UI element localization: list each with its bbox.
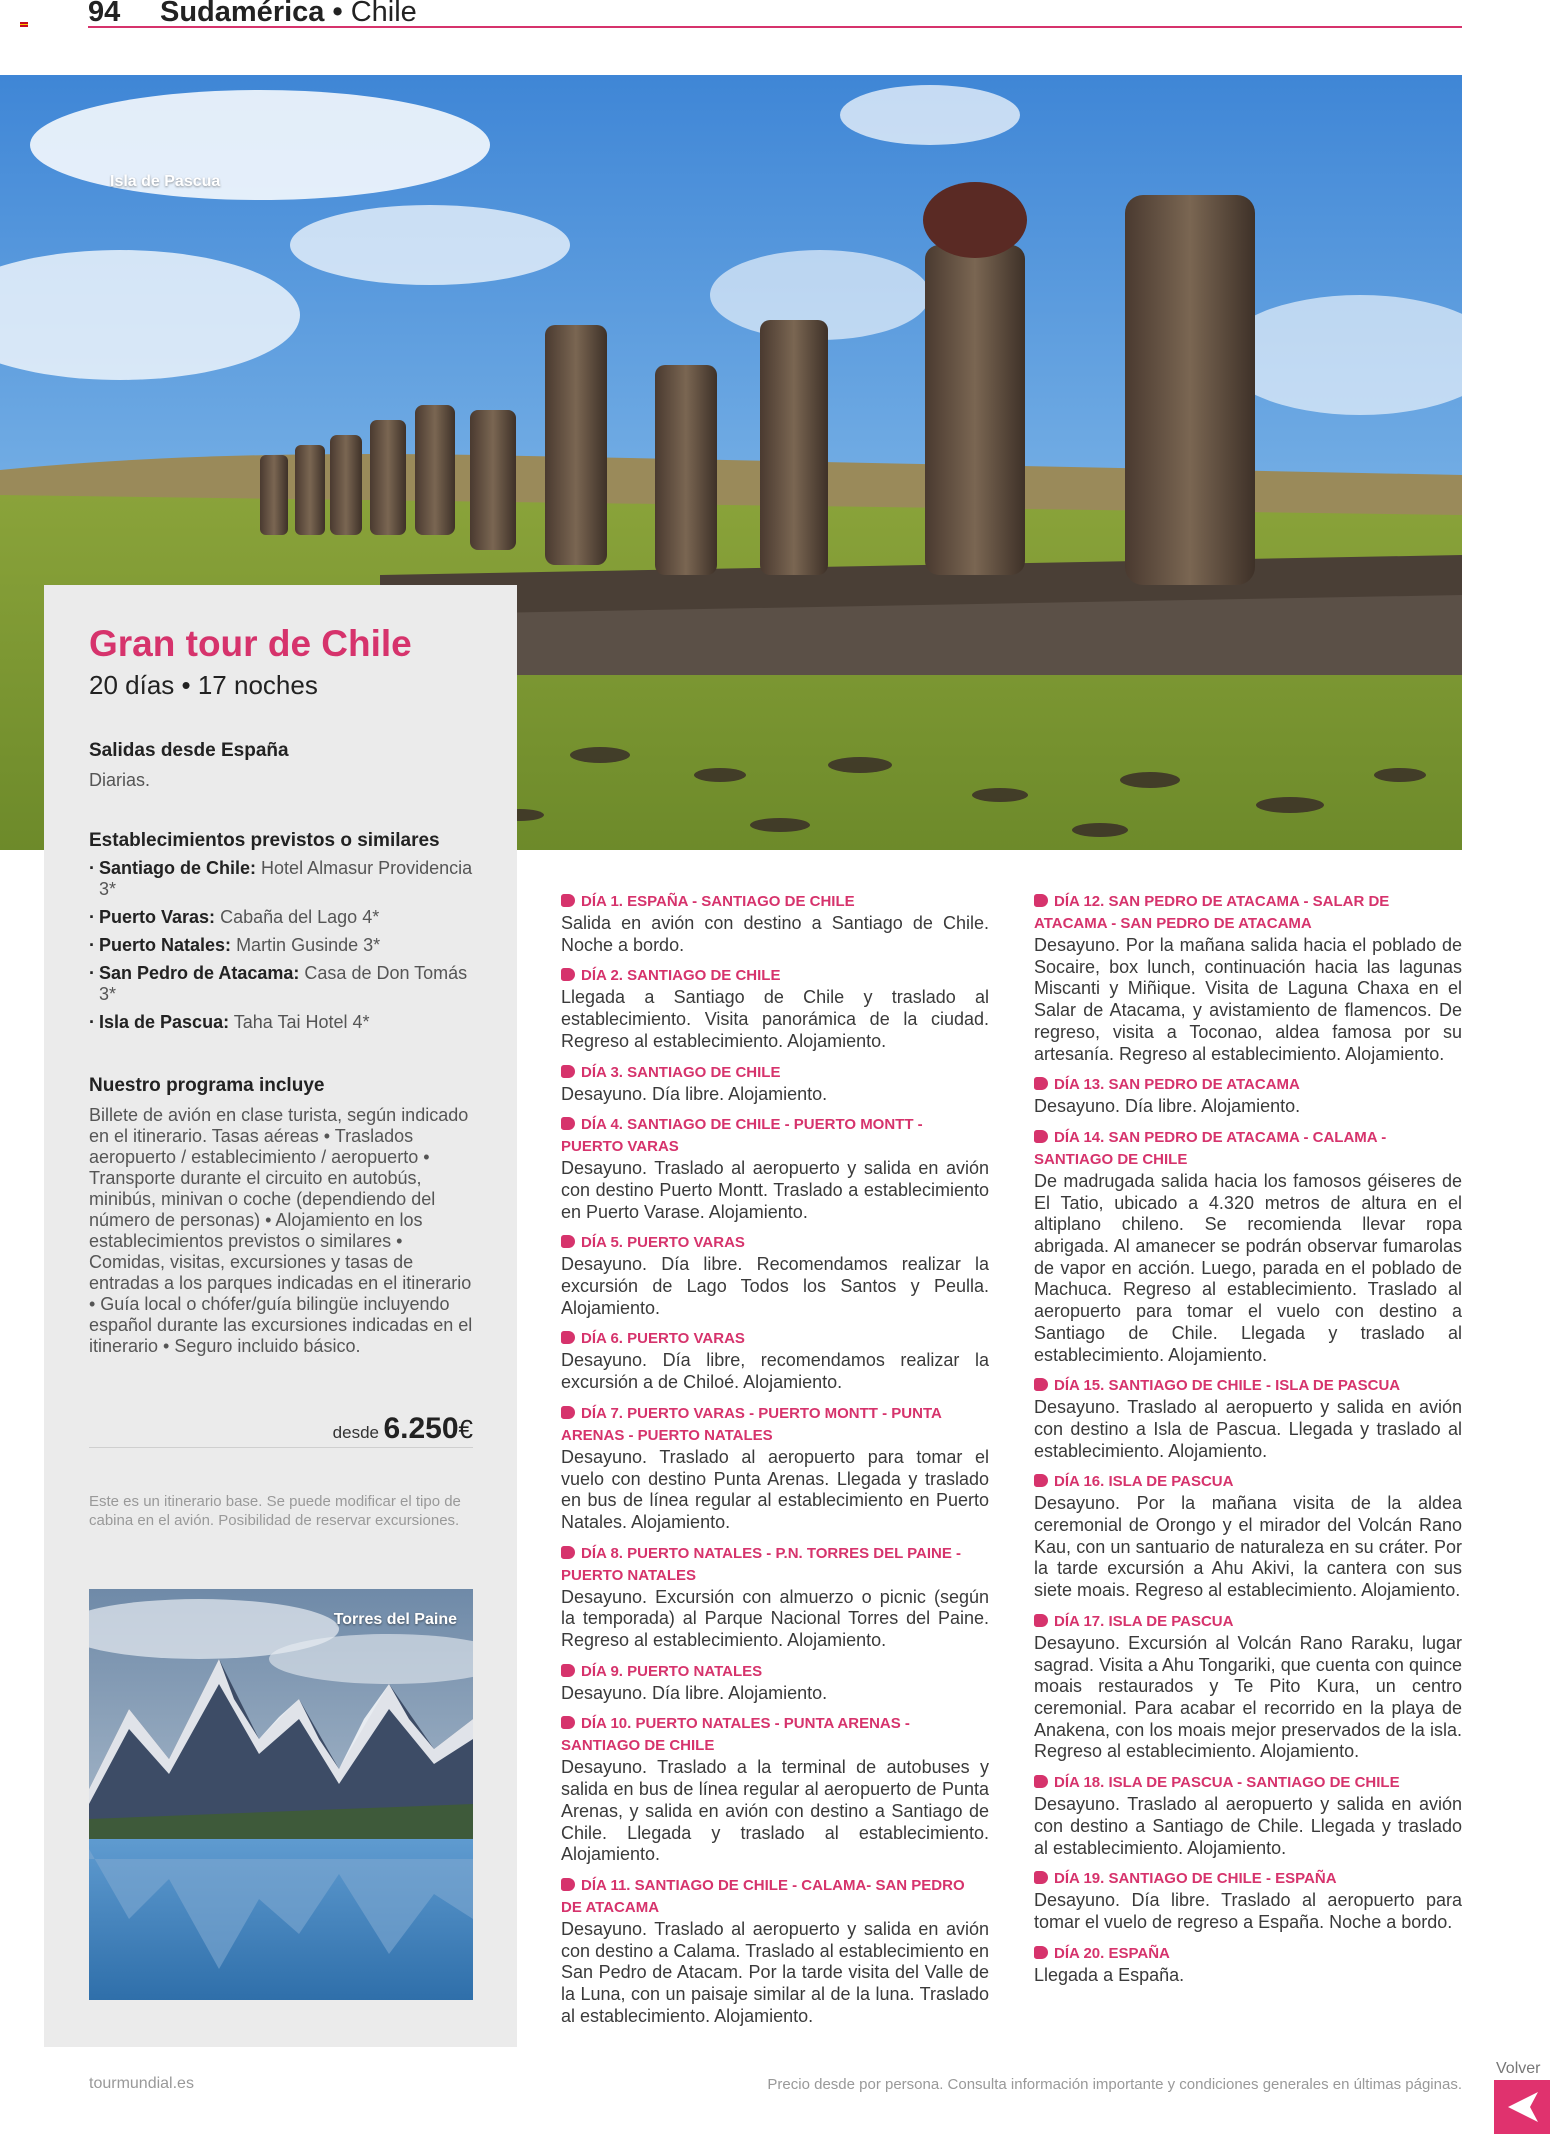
day-text: Desayuno. Día libre. Alojamiento. <box>1034 1096 1301 1117</box>
hotel-item <box>89 1012 489 1033</box>
tour-title: Gran tour de Chile <box>89 623 412 664</box>
day-item <box>1034 1375 1462 1462</box>
day-item <box>561 1328 989 1393</box>
hotel-city: Isla de Pascua: <box>99 1012 230 1032</box>
hero-caption: Isla de Pascua <box>110 173 221 190</box>
day-title: DÍA 17. ISLA DE PASCUA <box>1054 1612 1234 1630</box>
day-marker-icon <box>561 1331 575 1344</box>
day-marker-icon <box>1034 1378 1048 1391</box>
day-item <box>561 1232 989 1319</box>
day-marker-icon <box>561 1117 575 1130</box>
day-text: De madrugada salida hacia los famosos géiseres de El Tatio, ubicado a 4.320 metros de altura en el altiplano chileno. Se recomienda llevar ropa abrigada. Al amanecer se podrán observar fumarolas de vapor en acción. Luego, parada en el poblado de Machuca. Regreso al establecimiento. Traslado al aeropuerto para tomar el vuelo con destino a Santiago de Chile. Llegada y traslado al establecimiento. Alojamiento. <box>1034 1170 1462 1365</box>
day-marker-icon <box>561 968 575 981</box>
page-number: 94 <box>88 0 121 28</box>
itinerary-column-2 <box>1034 891 1462 1995</box>
hotels-heading: Establecimientos previstos o similares <box>89 830 440 851</box>
day-marker-icon <box>1034 894 1048 907</box>
day-text: Desayuno. Traslado al aeropuerto para tomar el vuelo con destino Punta Arenas. Llegada y traslado en bus de línea regular al establecimiento en Puerto Natales. Alojamiento. <box>561 1446 989 1532</box>
day-title: DÍA 3. SANTIAGO DE CHILE <box>581 1063 781 1081</box>
day-title: DÍA 11. SANTIAGO DE CHILE - CALAMA- SAN PEDRO DE ATACAMA <box>561 1876 965 1916</box>
hotel-item <box>89 963 489 1005</box>
price-from-label: desde <box>332 1423 379 1442</box>
day-title: DÍA 10. PUERTO NATALES - PUNTA ARENAS - SANTIAGO DE CHILE <box>561 1715 910 1755</box>
day-text: Desayuno. Por la mañana salida hacia el poblado de Socaire, box lunch, continuación hacia las lagunas Miscanti y Miñique. Visita de Laguna Chaxa en el Salar de Atacama, y avistamiento de flamencos. De regreso, visita a Toconao, aldea famosa por su artesanía. Regreso al establecimiento. Alojamiento. <box>1034 935 1462 1064</box>
day-marker-icon <box>561 894 575 907</box>
hotel-name: Taha Tai Hotel 4* <box>233 1012 370 1032</box>
day-title: DÍA 18. ISLA DE PASCUA - SANTIAGO DE CHILE <box>1054 1774 1400 1792</box>
torres-del-paine-photo <box>89 1589 473 2000</box>
day-title: DÍA 6. PUERTO VARAS <box>581 1330 745 1348</box>
day-item <box>561 1114 989 1223</box>
hotel-name: Cabaña del Lago 4* <box>220 907 380 927</box>
day-text: Desayuno. Excursión con almuerzo o picnic (según la temporada) al Parque Nacional Torres del Paine. Regreso al establecimiento. Alojamiento. <box>561 1586 989 1651</box>
day-item <box>561 891 989 956</box>
hotel-city: San Pedro de Atacama: <box>99 963 300 983</box>
day-marker-icon <box>561 1546 575 1559</box>
country-name: Chile <box>350 0 417 28</box>
day-marker-icon <box>1034 1130 1048 1143</box>
day-marker-icon <box>561 1065 575 1078</box>
day-title: DÍA 1. ESPAÑA - SANTIAGO DE CHILE <box>581 893 855 910</box>
back-label[interactable]: Volver <box>1496 2060 1541 2077</box>
price-row <box>89 1412 473 1448</box>
day-text: Desayuno. Día libre, recomendamos realizar la excursión a de Chiloé. Alojamiento. <box>561 1350 989 1393</box>
footer-disclaimer: Precio desde por persona. Consulta información importante y condiciones generales en últimas páginas. <box>767 2076 1462 2093</box>
hotel-name: Martin Gusinde 3* <box>236 935 381 955</box>
day-text: Desayuno. Día libre. Traslado al aeropuerto para tomar el vuelo de regreso a España. Noche a bordo. <box>1034 1890 1462 1932</box>
hotel-item <box>89 935 489 956</box>
day-marker-icon <box>1034 1077 1048 1090</box>
day-item <box>561 1713 989 1866</box>
includes-text: Billete de avión en clase turista, según indicado en el itinerario. Tasas aéreas • Traslados aeropuerto / establecimiento / aeropuerto • Transporte durante el circuito en autobús, minibús, minivan o coche (dependiendo del número de personas) • Alojamiento en los establecimientos previstos o similares • Comidas, visitas, excursiones y tasas de entradas a los parques indicadas en el itinerario • Guía local o chófer/guía bilingüe incluyendo español durante las excursiones indicadas en el itinerario • Seguro incluido básico. <box>89 1105 473 1356</box>
day-title: DÍA 4. SANTIAGO DE CHILE - PUERTO MONTT - PUERTO VARAS <box>561 1116 923 1156</box>
day-marker-icon <box>561 1406 575 1419</box>
departures-heading: Salidas desde España <box>89 740 289 761</box>
day-marker-icon <box>561 1878 575 1891</box>
region-name: Sudamérica <box>160 0 325 28</box>
day-title: DÍA 9. PUERTO NATALES <box>581 1662 763 1680</box>
day-item <box>561 1661 989 1705</box>
website-link[interactable]: tourmundial.es <box>89 2075 194 2092</box>
day-title: DÍA 16. ISLA DE PASCUA <box>1054 1473 1234 1491</box>
mountain-lake-photo <box>89 1589 473 2000</box>
day-item <box>1034 891 1462 1065</box>
day-text: Desayuno. Traslado al aeropuerto y salida en avión con destino a Calama. Traslado al establecimiento en San Pedro de Atacam. Por la tarde visita del Valle de la Luna, con un paisaje similar al de la luna. Traslado al establecimiento. Alojamiento. <box>561 1918 989 2026</box>
day-text: Desayuno. Traslado al aeropuerto y salida en avión con destino a Isla de Pascua. Llegada y traslado al establecimiento. Alojamiento. <box>1034 1397 1462 1461</box>
day-text: Desayuno. Día libre. Alojamiento. <box>561 1083 828 1104</box>
day-marker-icon <box>1034 1871 1048 1884</box>
day-marker-icon <box>1034 1474 1048 1487</box>
day-title: DÍA 7. PUERTO VARAS - PUERTO MONTT - PUNTA ARENAS - PUERTO NATALES <box>561 1404 942 1444</box>
departures-text: Diarias. <box>89 770 151 790</box>
day-item <box>1034 1611 1462 1763</box>
day-title: DÍA 14. SAN PEDRO DE ATACAMA - CALAMA - SANTIAGO DE CHILE <box>1034 1128 1387 1168</box>
day-title: DÍA 12. SAN PEDRO DE ATACAMA - SALAR DE ATACAMA - SAN PEDRO DE ATACAMA <box>1034 893 1390 932</box>
day-title: DÍA 19. SANTIAGO DE CHILE - ESPAÑA <box>1054 1870 1337 1888</box>
page-header <box>88 0 1462 28</box>
day-text: Desayuno. Día libre. Alojamiento. <box>561 1682 828 1703</box>
day-title: DÍA 13. SAN PEDRO DE ATACAMA <box>1054 1076 1300 1094</box>
back-button[interactable] <box>1494 2080 1550 2134</box>
day-title: DÍA 20. ESPAÑA <box>1054 1944 1170 1962</box>
day-title: DÍA 15. SANTIAGO DE CHILE - ISLA DE PASCUA <box>1054 1377 1401 1395</box>
title-separator: • <box>324 0 351 28</box>
day-marker-icon <box>1034 1946 1048 1959</box>
section-title <box>160 0 417 29</box>
hotels-list <box>89 858 489 1040</box>
day-text: Desayuno. Por la mañana visita de la aldea ceremonial de Orongo y el mirador del Volcán Rano Kau, con un santuario de naturaleza en su cráter. Por la tarde excursión a Ahu Akivi, la cantera con sus siete moais. Regreso al establecimiento. Alojamiento. <box>1034 1493 1462 1601</box>
hotel-city: Santiago de Chile: <box>99 858 257 878</box>
day-text: Llegada a España. <box>1034 1964 1185 1985</box>
day-text: Desayuno. Traslado al aeropuerto y salida en avión con destino a Santiago de Chile. Llegada y traslado al establecimiento. Alojamiento. <box>1034 1794 1462 1858</box>
day-title: DÍA 2. SANTIAGO DE CHILE <box>581 967 781 985</box>
day-item <box>561 1875 989 2028</box>
back-arrow-icon <box>1494 2080 1550 2134</box>
price-currency: € <box>458 1414 473 1444</box>
day-text: Salida en avión con destino a Santiago de Chile. Noche a bordo. <box>561 913 989 955</box>
hotel-city: Puerto Varas: <box>99 907 216 927</box>
day-marker-icon <box>1034 1775 1048 1788</box>
day-item <box>561 1543 989 1652</box>
day-marker-icon <box>561 1664 575 1677</box>
day-marker-icon <box>1034 1614 1048 1627</box>
hotel-city: Puerto Natales: <box>99 935 232 955</box>
day-item <box>1034 1471 1462 1602</box>
hotel-name: Hotel Almasur Providencia 3* <box>99 858 473 899</box>
hotel-name: Casa de Don Tomás 3* <box>99 963 468 1004</box>
price-amount: 6.250 <box>383 1412 459 1445</box>
day-item <box>1034 1868 1462 1933</box>
day-item <box>1034 1127 1462 1366</box>
tour-duration: 20 días • 17 noches <box>89 670 318 700</box>
includes-heading: Nuestro programa incluye <box>89 1075 325 1096</box>
day-text: Desayuno. Traslado al aeropuerto y salida en avión con destino Puerto Montt. Traslado a establecimiento en Puerto Varase. Alojamiento. <box>561 1158 989 1222</box>
day-text: Desayuno. Traslado a la terminal de autobuses y salida en bus de línea regular al aeropuerto de Punta Arenas, y salida en avión con destino a Santiago de Chile. Llegada y traslado al establecimiento. Alojamiento. <box>561 1757 989 1865</box>
day-marker-icon <box>561 1235 575 1248</box>
day-item <box>561 1403 989 1534</box>
itinerary-column-1 <box>561 891 989 2037</box>
day-item <box>1034 1772 1462 1859</box>
hotel-item <box>89 858 489 900</box>
photo2-caption: Torres del Paine <box>333 1611 457 1628</box>
day-item <box>1034 1074 1462 1118</box>
itinerary-note: Este es un itinerario base. Se puede modificar el tipo de cabina en el avión. Posibilidad de reservar excursiones. <box>89 1493 461 1529</box>
day-marker-icon <box>561 1716 575 1729</box>
day-title: DÍA 5. PUERTO VARAS <box>581 1234 745 1252</box>
day-item <box>1034 1943 1462 1987</box>
day-text: Desayuno. Día libre. Recomendamos realizar la excursión de Lago Todos los Santos y Peulla. Alojamiento. <box>561 1254 989 1318</box>
day-item <box>561 1062 989 1106</box>
day-title: DÍA 8. PUERTO NATALES - P.N. TORRES DEL PAINE - PUERTO NATALES <box>561 1544 962 1584</box>
hotel-item <box>89 907 489 928</box>
day-text: Desayuno. Excursión al Volcán Rano Raraku, lugar sagrad. Visita a Ahu Tongariki, que cuenta con quince moais restaurados y Te Pito Kura, un centro ceremonial. Para acabar el recorrido en la playa de Anakena, con los moais mejor preservados de la isla. Regreso al establecimiento. Alojamiento. <box>1034 1632 1462 1762</box>
day-text: Llegada a Santiago de Chile y traslado al establecimiento. Visita panorámica de la ciudad. Regreso al establecimiento. Alojamiento. <box>561 987 989 1051</box>
spain-flag-icon <box>20 22 28 27</box>
day-item <box>561 965 989 1052</box>
